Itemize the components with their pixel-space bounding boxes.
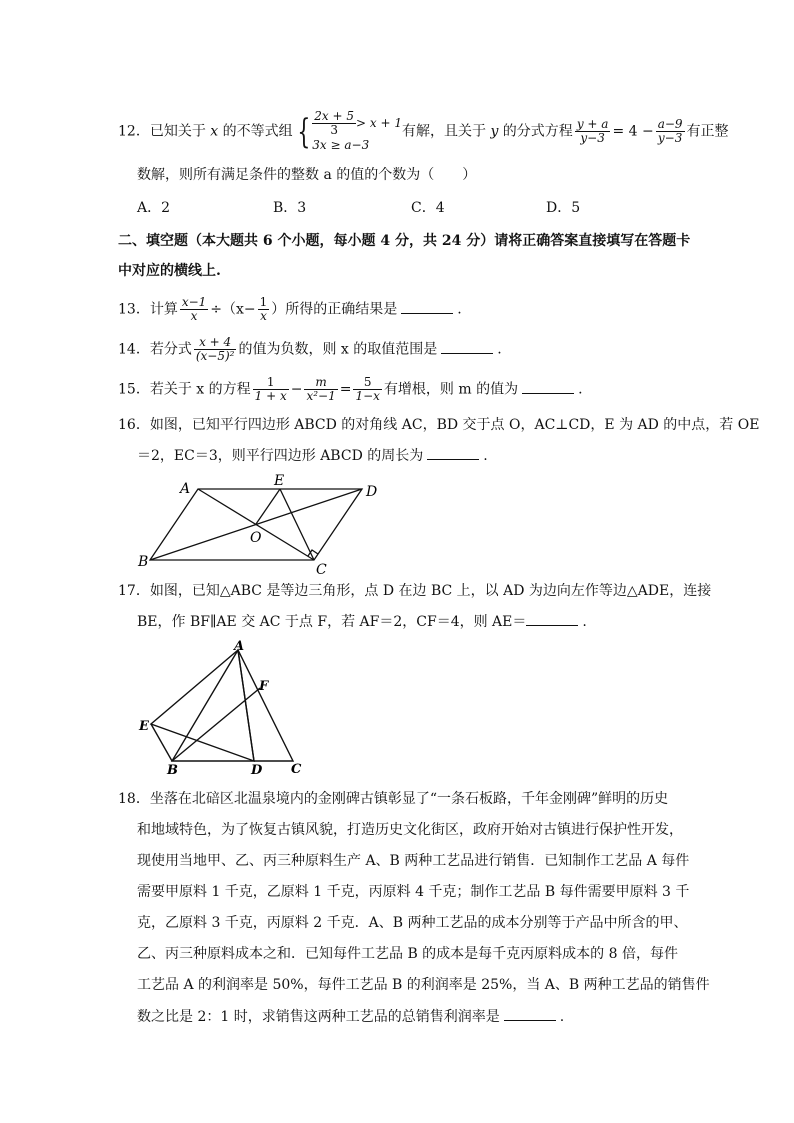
q13-end: .	[457, 301, 462, 318]
q12-text-b: 的不等式组	[218, 123, 293, 140]
q18-end: .	[559, 1009, 565, 1025]
q14-frac-num: x + 4	[194, 336, 237, 350]
q16-line2-text: ＝2，EC＝3，则平行四边形 ABCD 的周长为	[137, 448, 424, 464]
q12-var-y: y	[490, 123, 499, 140]
q12-inequality-system	[312, 110, 402, 153]
q12-option-c: C．4	[411, 200, 445, 216]
q17-line1: 17．如图，已知△ABC 是等边三角形，点 D 在边 BC 上，以 AD 为边向左作等边△ADE，连接	[118, 583, 712, 599]
q12-eq4: = 4 −	[612, 123, 654, 140]
q17-end: .	[582, 614, 587, 630]
q18-line8-text: 数之比是 2：1 时，求销售这两种工艺品的总销售利润率是	[137, 1009, 500, 1025]
q12-sys-den: 3	[330, 123, 338, 137]
q12-frac1-den: y−3	[580, 131, 605, 145]
section2-heading: 二、填空题（本大题共 6 个小题，每小题 4 分，共 24 分）请将正确答案直接填写在答题卡	[118, 233, 691, 249]
q14-text-b: 的值为负数，则 x 的取值范围是	[238, 341, 438, 358]
q15-eq: =	[339, 381, 352, 398]
q14-text-a: 14．若分式	[118, 341, 192, 358]
q14-frac-den: (x−5)²	[195, 349, 235, 363]
q17-label-c: C	[291, 762, 302, 775]
q12-brace: {	[296, 111, 310, 152]
q12-text-d: 的分式方程	[498, 123, 573, 140]
q18-line2: 和地域特色，为了恢复古镇风貌，打造历史文化街区，政府开始对古镇进行保护性开发，	[137, 822, 683, 838]
q12-frac2-den: y−3	[657, 131, 683, 145]
q16-label-c: C	[316, 562, 327, 578]
q15-frac3-den: 1−x	[355, 389, 380, 403]
q17-label-a: A	[234, 640, 245, 654]
q13-text-b: ）所得的正确结果是	[271, 301, 398, 318]
q12-option-d: D．5	[546, 200, 581, 216]
q13-frac1-num: x−1	[181, 295, 207, 309]
q17-line2	[137, 613, 587, 631]
q13-frac1-den: x	[190, 309, 198, 323]
q15-answer-blank	[522, 381, 574, 394]
q18-line7: 工艺品 A 的利润率是 50%，每件工艺品 B 的利润率是 25%，当 A、B 两种工艺品的销售件	[137, 977, 710, 993]
q16-label-d: D	[366, 484, 378, 500]
q16-label-b: B	[138, 554, 149, 570]
q12-text-c: 有解，且关于	[401, 123, 491, 140]
q15-text-a: 15．若关于 x 的方程	[118, 381, 251, 398]
q12-sys-rhs: > x + 1	[356, 116, 402, 130]
q14-answer-blank	[441, 341, 493, 354]
q16-diagonal-bd	[150, 489, 362, 560]
q12-line1	[118, 110, 729, 153]
q15-text-b: 有增根，则 m 的值为	[383, 381, 519, 398]
q13-frac2-den: x	[260, 309, 267, 323]
q17-label-b: B	[167, 763, 178, 775]
q18-line4: 需要甲原料 1 千克，乙原料 1 千克，丙原料 4 千克；制作工艺品 B 每件需要甲原料 3 千	[137, 884, 690, 900]
q15-frac2-den: x²−1	[306, 389, 336, 403]
q12-line2: 数解，则所有满足条件的整数 a 的值的个数为（ ）	[137, 167, 477, 183]
q12-frac2-num: a−9	[657, 117, 683, 131]
q13-frac2-num: 1	[259, 295, 268, 309]
q16-end: .	[483, 448, 488, 464]
q18-answer-blank	[504, 1008, 556, 1021]
q13-op: ÷（x−	[210, 301, 256, 318]
q12-text-e: 有正整	[686, 123, 729, 140]
q17-triangle-abc	[172, 650, 293, 761]
q18-line8	[137, 1008, 564, 1026]
q12-text-a: 已知关于	[149, 123, 211, 140]
q17-label-d: D	[251, 763, 263, 775]
q15-frac1-den: 1 + x	[254, 389, 287, 403]
q16-parallelogram-figure	[130, 468, 390, 578]
q14-end: .	[497, 341, 502, 358]
q13	[118, 296, 462, 323]
q14	[118, 336, 502, 363]
q18-line5: 克，乙原料 3 千克，丙原料 2 千克．A、B 两种工艺品的成本分别等于产品中所含的甲、	[137, 915, 688, 931]
q15-end: .	[578, 381, 583, 398]
q17-triangle-figure	[135, 640, 315, 775]
q15	[118, 376, 583, 403]
q17-segment-bf	[172, 688, 260, 761]
q16-line1: 16．如图，已知平行四边形 ABCD 的对角线 AC，BD 交于点 O，AC⊥CD，E 为 AD 的中点，若 OE	[118, 417, 760, 433]
q17-segment-be	[151, 724, 172, 761]
q12-option-a: A．2	[137, 200, 171, 216]
q18-line1: 18．坐落在北碚区北温泉境内的金刚碑古镇彰显了“一条石板路，千年金刚碑”鲜明的历史	[118, 791, 669, 807]
q15-frac3-num: 5	[353, 376, 381, 390]
q16-segment-eo	[256, 489, 280, 524]
q12-sys-line2: 3x ≥ a−3	[312, 138, 370, 152]
q16-answer-blank	[427, 447, 479, 460]
q17-answer-blank	[526, 613, 578, 626]
q13-answer-blank	[401, 301, 453, 314]
q13-text-a: 13．计算	[118, 301, 178, 318]
q18-line3: 现使用当地甲、乙、丙三种原料生产 A、B 两种工艺品进行销售．已知制作工艺品 A 每件	[137, 853, 690, 869]
q15-frac1-num: 1	[253, 376, 289, 390]
q16-label-a: A	[180, 481, 191, 497]
q12-option-b: B．3	[273, 200, 307, 216]
q16-label-o: O	[250, 530, 262, 546]
q15-minus: −	[290, 381, 303, 398]
q12-sys-num: 2x + 5	[314, 109, 355, 123]
q16-line2	[137, 447, 488, 465]
q12-var-x: x	[210, 123, 219, 140]
q16-label-e: E	[274, 473, 285, 489]
q12-frac1-num: y + a	[576, 117, 609, 131]
q18-line6: 乙、丙三种原料成本之和．已知每件工艺品 B 的成本是每千克丙原料成本的 8 倍，每件	[137, 946, 678, 962]
q15-frac2-num: m	[304, 376, 337, 390]
q17-line2-text: BE，作 BF∥AE 交 AC 于点 F，若 AF＝2，CF＝4，则 AE＝	[137, 614, 527, 630]
section2-heading-line2: 中对应的横线上.	[118, 263, 221, 279]
q17-label-f: F	[259, 679, 269, 694]
q17-label-e: E	[139, 719, 149, 734]
q12-number: 12．	[118, 123, 150, 140]
